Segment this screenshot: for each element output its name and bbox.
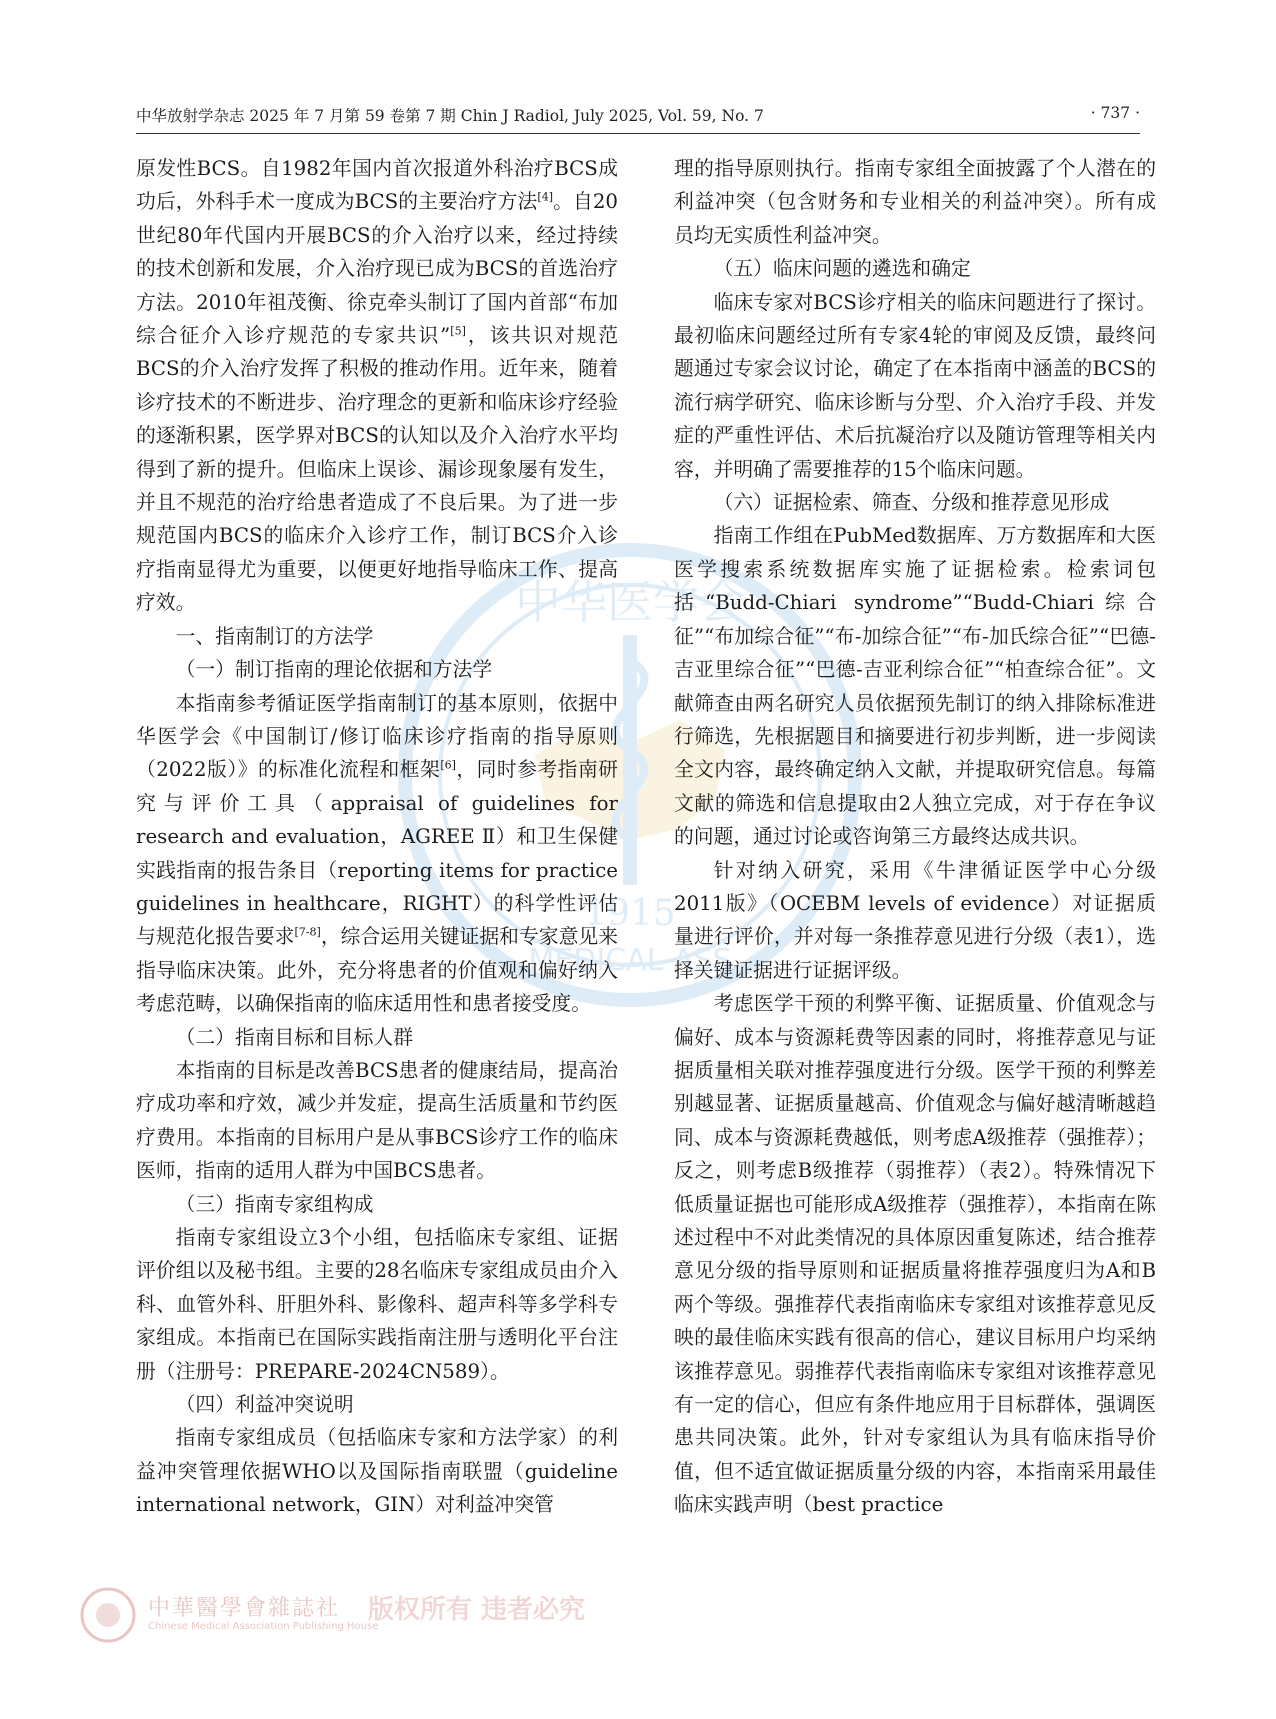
section-heading: （五）临床问题的遴选和确定 — [713, 257, 971, 281]
watermark-char: 中华医学会 — [515, 575, 745, 629]
body-paragraph: 针对纳入研究，采用《牛津循证医学中心分级2011版》（OCEBM levels of evidence）对证据质量进行评价，并对每一条推荐意见进行分级（表1），选择关键证据进行证据评级。 — [674, 858, 1156, 982]
body-paragraph: 理的指导原则执行。指南专家组全面披露了个人潜在的利益冲突（包含财务和专业相关的利益冲突）。所有成员均无实质性利益冲突。 — [674, 157, 1156, 247]
section-heading: 一、指南制订的方法学 — [175, 624, 374, 648]
page-number: · 737 · — [1090, 104, 1140, 122]
body-paragraph: 指南工作组在PubMed数据库、万方数据库和大医医学搜索系统数据库实施了证据检索。检索词包括“Budd-Chiari syndrome”“Budd-Chiari综合征”“布加综合征”“布-加综合征”“布-加氏综合征”“巴德-吉亚里综合征”“巴德-吉亚利综合征”“柏查综合征”。文献筛查由两名研究人员依据预先制订的纳入排除标准进行筛选，先根据题目和摘要进行初步判断，进一步阅读全文内容，最终确定纳入文献，并提取研究信息。每篇文献的筛选和信息提取由2人独立完成，对于存在争议的问题，通过讨论或咨询第三方最终达成共识。 — [674, 524, 1156, 849]
section-heading: （六）证据检索、筛查、分级和推荐意见形成 — [713, 491, 1110, 515]
section-heading: （一）制订指南的理论依据和方法学 — [175, 658, 493, 682]
watermark-year: 1915 — [584, 893, 676, 934]
body-paragraph: 考虑医学干预的利弊平衡、证据质量、价值观念与偏好、成本与资源耗费等因素的同时，将推荐意见与证据质量相关联对推荐强度进行分级。医学干预的利弊差别越显著、证据质量越高、价值观念与偏好越清晰越趋同、成本与资源耗费越低，则考虑A级推荐（强推荐）；反之，则考虑B级推荐（弱推荐）（表2）。特殊情况下低质量证据也可能形成A级推荐（强推荐），本指南在陈述过程中不对此类情况的具体原因重复陈述，结合推荐意见分级的指导原则和证据质量将推荐强度归为A和B两个等级。强推荐代表指南临床专家组对该推荐意见反映的最佳临床实践有很高的信心，建议目标用户均采纳该推荐意见。弱推荐代表指南临床专家组对该推荐意见有一定的信心，但应有条件地应用于目标群体，强调医患共同决策。此外，针对专家组认为具有临床指导价值，但不适宜做证据质量分级的内容，本指南采用最佳临床实践声明（best practice — [674, 992, 1156, 1517]
publisher-watermark — [78, 1585, 598, 1645]
header-rule — [136, 133, 1140, 134]
body-paragraph: 原发性BCS。自1982年国内首次报道外科治疗BCS成功后，外科手术一度成为BCS的主要治疗方法[4]。自20世纪80年代国内开展BCS的介入治疗以来，经过持续的技术创新和发展，介入治疗现已成为BCS的首选治疗方法。2010年祖茂衡、徐克牵头制订了国内首部“布加综合征介入诊疗规范的专家共识”[5]，该共识对规范BCS的介入治疗发挥了积极的推动作用。近年来，随着诊疗技术的不断进步、治疗理念的更新和临床诊疗经验的逐渐积累，医学界对BCS的认知以及介入治疗水平均得到了新的提升。但临床上误诊、漏诊现象屡有发生，并且不规范的治疗给患者造成了不良后果。为了进一步规范国内BCS的临床介入诊疗工作，制订BCS介入诊疗指南显得尤为重要，以便更好地指导临床工作、提高疗效。 — [136, 157, 618, 615]
right-column — [674, 152, 1156, 1627]
publisher-logo-icon — [78, 1585, 138, 1645]
body-paragraph: 本指南参考循证医学指南制订的基本原则，依据中华医学会《中国制订/修订临床诊疗指南的指导原则（2022版）》的标准化流程和框架[6]，同时参考指南研究与评价工具（appraisal of guidelines for research and evaluation，AGREE Ⅱ）和卫生保健实践指南的报告条目（reporting items for practice guidelines in healthcare，RIGHT）的科学性评估与规范化报告要求[7-8]，综合运用关键证据和专家意见来指导临床决策。此外，充分将患者的价值观和偏好纳入考虑范畴，以确保指南的临床适用性和患者接受度。 — [136, 691, 618, 1016]
body-paragraph: 临床专家对BCS诊疗相关的临床问题进行了探讨。最初临床问题经过所有专家4轮的审阅及反馈，最终问题通过专家会议讨论，确定了在本指南中涵盖的BCS的流行病学研究、临床诊断与分型、介入治疗手段、并发症的严重性评估、术后抗凝治疗以及随访管理等相关内容，并明确了需要推荐的15个临床问题。 — [674, 290, 1156, 481]
citation-marker: [7-8] — [294, 925, 321, 939]
section-heading: （二）指南目标和目标人群 — [175, 1025, 413, 1049]
citation-marker: [6] — [440, 758, 456, 772]
publisher-name-cn: 中華醫學會雜誌社 — [148, 1596, 341, 1621]
section-heading: （三）指南专家组构成 — [175, 1192, 374, 1216]
body-paragraph: 本指南的目标是改善BCS患者的健康结局，提高治疗成功率和疗效，减少并发症，提高生活质量和节约医疗费用。本指南的目标用户是从事BCS诊疗工作的临床医师，指南的适用人群为中国BCS患者。 — [136, 1058, 618, 1183]
citation-marker: [4] — [537, 190, 553, 204]
section-heading: （四）利益冲突说明 — [175, 1393, 354, 1417]
citation-marker: [5] — [450, 324, 466, 338]
body-paragraph: 指南专家组成员（包括临床专家和方法学家）的利益冲突管理依据WHO以及国际指南联盟（guideline international network，GIN）对利益冲突管 — [136, 1426, 618, 1517]
copyright-slogan: 版权所有 违者必究 — [368, 1595, 586, 1625]
running-header — [136, 104, 1140, 130]
journal-citation: 中华放射学杂志 2025 年 7 月第 59 卷第 7 期 Chin J Radiol, July 2025, Vol. 59, No. 7 — [136, 107, 764, 125]
watermark-english: MEDICAL ASS — [528, 943, 732, 978]
left-column — [136, 152, 618, 1627]
body-paragraph: 指南专家组设立3个小组，包括临床专家组、证据评价组以及秘书组。主要的28名临床专家组成员由介入科、血管外科、肝胆外科、影像科、超声科等多学科专家组成。本指南已在国际实践指南注册与透明化平台注册（注册号：PREPARE-2024CN589）。 — [136, 1226, 618, 1383]
publisher-name-en: Chinese Medical Association Publishing House — [148, 1621, 379, 1632]
